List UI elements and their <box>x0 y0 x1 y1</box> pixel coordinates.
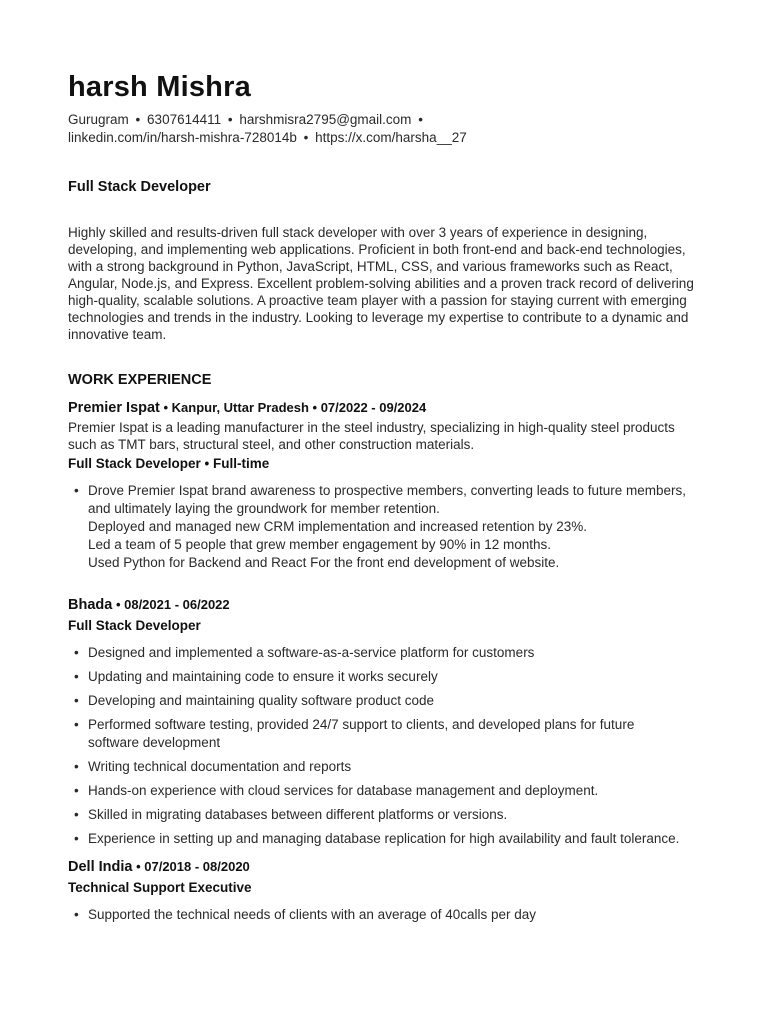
list-item: • Updating and maintaining code to ensure it works securely <box>74 669 438 684</box>
job-entry <box>68 397 708 572</box>
job-meta: • Kanpur, Uttar Pradesh • 07/2022 - 09/2024 <box>159 400 427 415</box>
job-entry <box>68 594 708 848</box>
separator: • <box>418 112 423 127</box>
phone: 6307614411 <box>147 112 222 127</box>
company-name: Dell India <box>68 859 133 875</box>
job-meta: • 08/2021 - 06/2022 <box>112 597 230 612</box>
list-item: • Developing and maintaining quality software product code <box>74 693 434 708</box>
company-name: Premier Ispat <box>68 400 160 416</box>
list-item: • Drove Premier Ispat brand awareness to prospective members, converting leads to future members, and ultimately laying the groundwork for member retention. <box>74 483 687 516</box>
candidate-name: harsh Mishra <box>68 71 251 103</box>
email-link[interactable]: harshmisra2795@gmail.com <box>239 112 412 127</box>
location: Gurugram <box>68 112 129 127</box>
resume-page <box>68 70 708 930</box>
job-role: Full Stack Developer <box>68 618 201 633</box>
company-name: Bhada <box>68 597 113 613</box>
list-item: Deployed and managed new CRM implementation and increased retention by 23%. <box>88 519 588 534</box>
job-role: Full Stack Developer • Full-time <box>68 456 270 471</box>
separator: • <box>135 112 141 127</box>
list-item: • Skilled in migrating databases between different platforms or versions. <box>74 807 508 822</box>
job-header <box>68 594 708 615</box>
list-item: • Performed software testing, provided 24/7 support to clients, and developed plans for future software development <box>74 717 635 750</box>
job-header <box>68 397 708 418</box>
summary: Highly skilled and results-driven full stack developer with over 3 years of experience in designing, developing, and implementing web applications. Proficient in both front-end and back-end technologies, with a strong background in Python, JavaScript, HTML, CSS, and various frameworks such as React, Angular, Node.js, and Express. Excellent problem-solving abilities and a proven track record of delivering high-quality, scalable solutions. A proactive team player with a passion for staying current with emerging technologies and trends in the industry. Looking to leverage my expertise to contribute to a dynamic and innovative team. <box>68 225 694 342</box>
list-item: Led a team of 5 people that grew member engagement by 90% in 12 months. <box>88 537 552 552</box>
linkedin-link[interactable]: linkedin.com/in/harsh-mishra-728014b <box>68 130 297 145</box>
company-description: Premier Ispat is a leading manufacturer in the steel industry, specializing in high-quality steel products such as TMT bars, structural steel, and other construction materials. <box>68 420 675 452</box>
job-role: Technical Support Executive <box>68 880 252 895</box>
job-entry <box>68 856 708 924</box>
list-item: • Designed and implemented a software-as-a-service platform for customers <box>74 645 535 660</box>
job-header <box>68 856 708 877</box>
job-bullets <box>68 482 708 572</box>
contact-info <box>68 111 708 147</box>
list-item: • Supported the technical needs of clients with an average of 40calls per day <box>74 907 537 922</box>
headline: Full Stack Developer <box>68 179 211 195</box>
separator: • <box>227 112 233 127</box>
twitter-link[interactable]: https://x.com/harsha__27 <box>315 130 467 145</box>
job-bullets <box>68 644 708 848</box>
section-title-work: WORK EXPERIENCE <box>68 372 212 388</box>
separator: • <box>303 130 309 145</box>
job-meta: • 07/2018 - 08/2020 <box>132 859 250 874</box>
list-item: • Hands-on experience with cloud services for database management and deployment. <box>74 783 599 798</box>
list-item: • Writing technical documentation and reports <box>74 759 352 774</box>
list-item: • Experience in setting up and managing database replication for high availability and fault tolerance. <box>74 831 680 846</box>
job-bullets <box>68 906 708 924</box>
list-item: Used Python for Backend and React For the front end development of website. <box>88 555 560 570</box>
